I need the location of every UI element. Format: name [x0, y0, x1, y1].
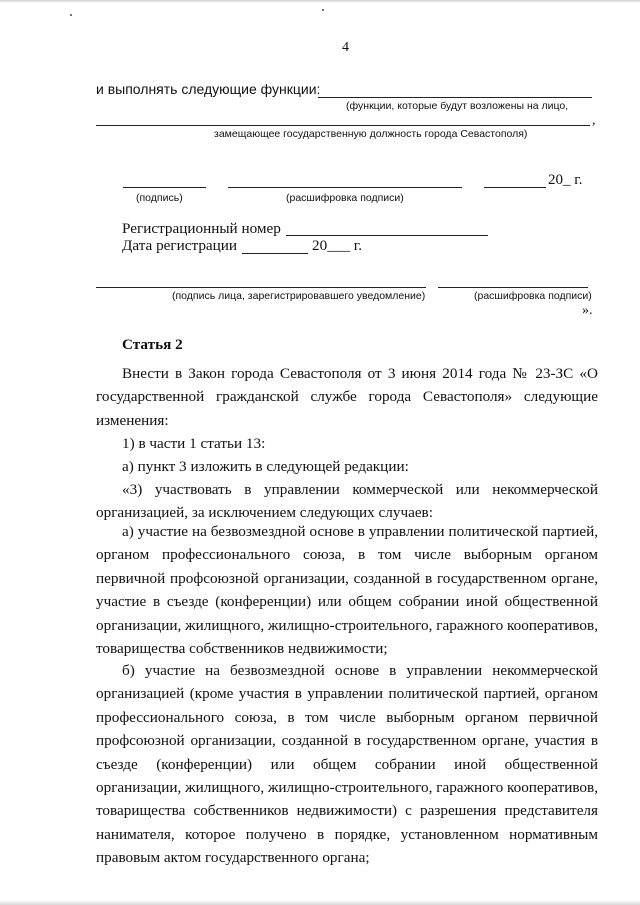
- page-number: 4: [342, 40, 349, 55]
- article-paragraph: а) пункт 3 изложить в следующей редакции:: [122, 458, 409, 475]
- signature-decoding-caption: (расшифровка подписи): [286, 192, 404, 204]
- registrar-signature-caption: (подпись лица, зарегистрировавшего уведомление): [172, 290, 426, 302]
- reg-date-year: 20___ г.: [312, 237, 363, 254]
- functions-fill-line: [318, 97, 592, 98]
- functions-label: и выполнять следующие функции:: [96, 81, 321, 97]
- article-paragraph: «3) участвовать в управлении коммерческой или некоммерческой организацией, за исключением следующих случаев:: [96, 481, 598, 522]
- signature-caption: (подпись): [136, 192, 183, 204]
- position-caption: замещающее государственную должность города Севастополя): [214, 128, 528, 140]
- trailing-comma: ,: [592, 113, 596, 128]
- registrar-decoding-caption: (расшифровка подписи): [474, 290, 592, 302]
- signature-fill-line: [123, 187, 206, 188]
- scan-edge-bottom: [0, 900, 640, 905]
- reg-date-label: Дата регистрации: [122, 237, 238, 254]
- article-paragraph: б) участие на безвозмездной основе в управлении некоммерческой организацией (кроме участия в управлении политической партией, органом профессионального союза, в том числе выборным органом первичной профсоюзной организации, созданной в государственном органе, участия в съезде (конференции) или общем собрании иной общественной организации, жилищного, жилищно-строительного, гаражного кооперативов, товарищества собственников недвижимости) с разрешения представителя нанимателя, которое получено в порядке, установленном нормативным правовым актом государственного органа;: [96, 662, 598, 867]
- functions-caption: (функции, которые будут возложены на лицо,: [346, 100, 569, 112]
- article-paragraph: 1) в части 1 статьи 13:: [122, 435, 266, 452]
- registrar-signature-fill-line: [96, 287, 426, 288]
- date-fill-line: [484, 187, 546, 188]
- reg-number-label: Регистрационный номер: [122, 220, 281, 237]
- article-heading: Статья 2: [122, 336, 183, 353]
- scan-speck: [70, 14, 72, 16]
- registrar-decoding-fill-line: [438, 287, 588, 288]
- reg-number-fill-line: [286, 235, 488, 236]
- closing-quote: ».: [582, 303, 593, 318]
- scan-speck: [322, 9, 324, 11]
- signature-decoding-fill-line: [228, 187, 462, 188]
- reg-date-fill-line: [242, 253, 308, 254]
- scan-edge-top: [0, 0, 640, 3]
- year-text: 20_ г.: [548, 172, 583, 188]
- article-paragraph: Внести в Закон города Севастополя от 3 июня 2014 года № 23-ЗС «О государственной гражданской службе города Севастополя» следующие изменения:: [96, 365, 598, 429]
- position-fill-line: [96, 125, 590, 126]
- article-paragraph: а) участие на безвозмездной основе в управлении политической партией, органом профессионального союза, в том числе выборным органом первичной профсоюзной организации, созданной в государственном органе, участие в съезде (конференции) или общем собрании иной общественной организации, жилищного, жилищно-строительного, гаражного кооперативов, товарищества собственников недвижимости;: [96, 523, 598, 658]
